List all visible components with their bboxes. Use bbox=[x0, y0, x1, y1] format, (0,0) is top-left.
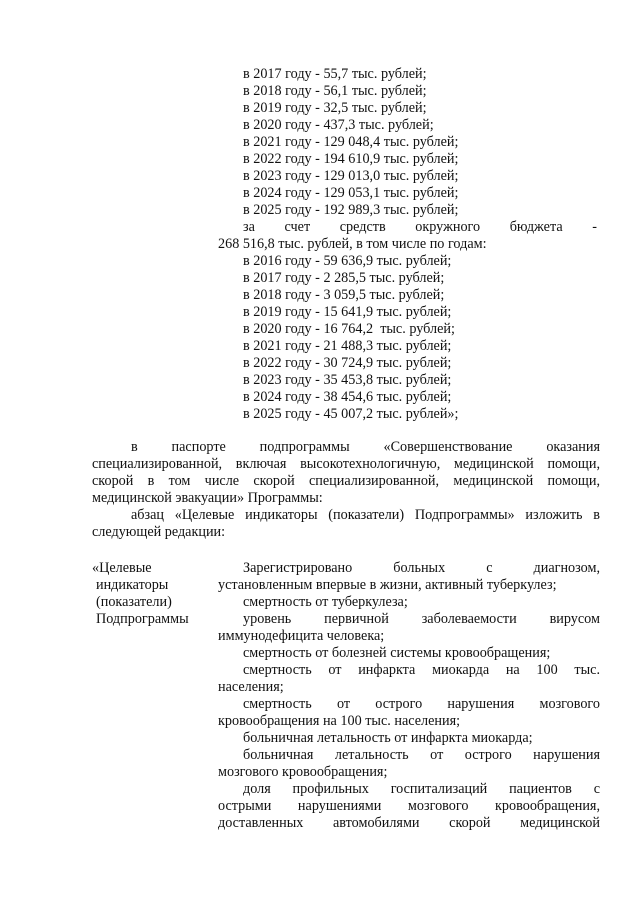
indicator-line: смертность от острого нарушения мозгового bbox=[243, 696, 600, 712]
budget-line: в 2018 году - 56,1 тыс. рублей; bbox=[243, 83, 427, 99]
word: за bbox=[243, 219, 255, 235]
table-label: индикаторы bbox=[96, 577, 169, 593]
budget-line: в 2024 году - 38 454,6 тыс. рублей; bbox=[243, 389, 452, 405]
budget-line: в 2022 году - 30 724,9 тыс. рублей; bbox=[243, 355, 452, 371]
para-line: медицинской эвакуации» Программы: bbox=[92, 490, 323, 506]
budget-line: в 2021 году - 129 048,4 тыс. рублей; bbox=[243, 134, 459, 150]
budget-line: в 2021 году - 21 488,3 тыс. рублей; bbox=[243, 338, 452, 354]
indicator-line: доставленных автомобилями скорой медицинской bbox=[218, 815, 600, 831]
para-line: следующей редакции: bbox=[92, 524, 226, 540]
word: средств bbox=[339, 219, 386, 235]
para-line: специализированной, включая высокотехнологичную, медицинской помощи, bbox=[92, 456, 600, 472]
indicator-line: иммунодефицита человека; bbox=[218, 628, 385, 644]
budget-line: в 2017 году - 55,7 тыс. рублей; bbox=[243, 66, 427, 82]
okrug-intro bbox=[243, 219, 597, 236]
budget-line: в 2016 году - 59 636,9 тыс. рублей; bbox=[243, 253, 452, 269]
budget-line: в 2025 году - 45 007,2 тыс. рублей»; bbox=[243, 406, 459, 422]
budget-line: в 2020 году - 16 764,2 тыс. рублей; bbox=[243, 321, 455, 337]
table-label: «Целевые bbox=[92, 560, 152, 576]
indicator-line: кровообращения на 100 тыс. населения; bbox=[218, 713, 461, 729]
table-label: (показатели) bbox=[96, 594, 172, 610]
para-line: в паспорте подпрограммы «Совершенствование оказания bbox=[131, 439, 600, 455]
word: окружного bbox=[415, 219, 481, 235]
budget-line: в 2023 году - 129 013,0 тыс. рублей; bbox=[243, 168, 459, 184]
indicator-line: больничная летальность от инфаркта миокарда; bbox=[243, 730, 533, 746]
budget-line: в 2024 году - 129 053,1 тыс. рублей; bbox=[243, 185, 459, 201]
para-line: скорой в том числе скорой специализированной, медицинской помощи, bbox=[92, 473, 600, 489]
word: - bbox=[592, 219, 597, 235]
budget-line: в 2022 году - 194 610,9 тыс. рублей; bbox=[243, 151, 459, 167]
indicator-line: острыми нарушениями мозгового кровообращения, bbox=[218, 798, 600, 814]
word: счет bbox=[284, 219, 311, 235]
budget-line: в 2020 году - 437,3 тыс. рублей; bbox=[243, 117, 434, 133]
indicator-line: уровень первичной заболеваемости вирусом bbox=[243, 611, 600, 627]
table-label: Подпрограммы bbox=[96, 611, 189, 627]
indicator-line: установленным впервые в жизни, активный туберкулез; bbox=[218, 577, 557, 593]
indicator-line: мозгового кровообращения; bbox=[218, 764, 388, 780]
indicator-line: населения; bbox=[218, 679, 284, 695]
budget-line: в 2018 году - 3 059,5 тыс. рублей; bbox=[243, 287, 445, 303]
indicator-line: больничная летальность от острого нарушения bbox=[243, 747, 600, 763]
budget-line: в 2023 году - 35 453,8 тыс. рублей; bbox=[243, 372, 452, 388]
indicator-line: доля профильных госпитализаций пациентов с bbox=[243, 781, 600, 797]
word: бюджета bbox=[509, 219, 563, 235]
budget-line: в 2017 году - 2 285,5 тыс. рублей; bbox=[243, 270, 445, 286]
okrug-total: 268 516,8 тыс. рублей, в том числе по годам: bbox=[218, 236, 487, 252]
budget-line: в 2025 году - 192 989,3 тыс. рублей; bbox=[243, 202, 459, 218]
indicator-line: смертность от инфаркта миокарда на 100 тыс. bbox=[243, 662, 600, 678]
budget-line: в 2019 году - 32,5 тыс. рублей; bbox=[243, 100, 427, 116]
indicator-line: смертность от туберкулеза; bbox=[243, 594, 408, 610]
budget-line: в 2019 году - 15 641,9 тыс. рублей; bbox=[243, 304, 452, 320]
para-line: абзац «Целевые индикаторы (показатели) Подпрограммы» изложить в bbox=[131, 507, 600, 523]
indicator-line: Зарегистрировано больных с диагнозом, bbox=[243, 560, 600, 576]
indicator-line: смертность от болезней системы кровообращения; bbox=[243, 645, 551, 661]
